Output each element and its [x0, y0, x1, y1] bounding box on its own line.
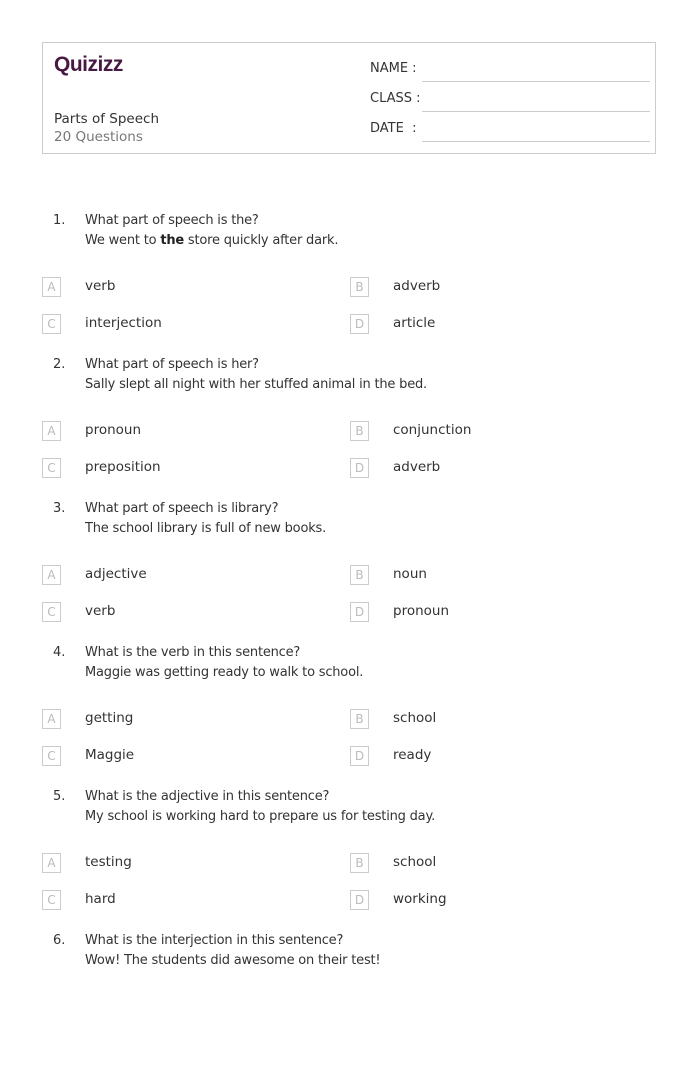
question	[0, 645, 700, 789]
option-text: verb	[85, 603, 116, 619]
option-letter-box: A	[42, 421, 61, 441]
question-prompt: What part of speech is library?	[85, 501, 279, 516]
option-text: hard	[85, 891, 116, 907]
question-prompt: What is the verb in this sentence?	[85, 645, 301, 660]
option-letter-box: B	[350, 709, 369, 729]
sentence-text: We went to	[85, 233, 161, 248]
option-text: testing	[85, 854, 132, 870]
question-sentence	[85, 665, 363, 680]
question-count: 20 Questions	[54, 129, 143, 145]
class-line[interactable]	[422, 111, 650, 112]
option-letter-box: C	[42, 458, 61, 478]
question-sentence	[85, 233, 338, 248]
option-letter-box: A	[42, 853, 61, 873]
option-text: ready	[393, 747, 432, 763]
option-text: interjection	[85, 315, 162, 331]
option-text: adjective	[85, 566, 147, 582]
option-text: getting	[85, 710, 134, 726]
question-number: 3.	[53, 501, 66, 516]
sentence-text: Sally slept all night with her stuffed animal in the bed.	[85, 377, 427, 392]
option-letter-box: C	[42, 890, 61, 910]
sentence-text: Wow! The students did awesome on their test!	[85, 953, 381, 968]
option-text: working	[393, 891, 447, 907]
option-text: adverb	[393, 278, 441, 294]
name-field[interactable]	[370, 61, 650, 81]
date-label: DATE :	[370, 121, 417, 136]
sentence-text: store quickly after dark.	[184, 233, 339, 248]
option-text: school	[393, 710, 437, 726]
date-field[interactable]	[370, 121, 650, 141]
name-line[interactable]	[422, 81, 650, 82]
question	[0, 501, 700, 645]
option-letter-box: D	[350, 746, 369, 766]
worksheet-header	[42, 42, 656, 154]
question-prompt: What is the interjection in this sentence?	[85, 933, 344, 948]
question	[0, 789, 700, 933]
option-letter-box: D	[350, 890, 369, 910]
option-letter-box: B	[350, 421, 369, 441]
question	[0, 357, 700, 501]
question-number: 4.	[53, 645, 66, 660]
name-label: NAME :	[370, 61, 417, 76]
option-text: article	[393, 315, 436, 331]
option-letter-box: D	[350, 314, 369, 334]
class-field[interactable]	[370, 91, 650, 111]
question	[0, 933, 700, 1077]
option-letter-box: D	[350, 458, 369, 478]
question-number: 1.	[53, 213, 66, 228]
option-text: conjunction	[393, 422, 472, 438]
option-text: verb	[85, 278, 116, 294]
option-letter-box: A	[42, 565, 61, 585]
question-sentence	[85, 809, 435, 824]
sentence-text: My school is working hard to prepare us for testing day.	[85, 809, 436, 824]
option-text: pronoun	[393, 603, 450, 619]
worksheet-title: Parts of Speech	[54, 111, 160, 127]
question-number: 6.	[53, 933, 66, 948]
option-text: preposition	[85, 459, 161, 475]
option-text: Maggie	[85, 747, 135, 763]
option-letter-box: A	[42, 277, 61, 297]
question-prompt: What part of speech is the?	[85, 213, 259, 228]
class-label: CLASS :	[370, 91, 421, 106]
question-sentence	[85, 377, 427, 392]
quizizz-logo: Quizizz	[54, 53, 123, 76]
option-text: noun	[393, 566, 427, 582]
option-letter-box: C	[42, 602, 61, 622]
option-letter-box: C	[42, 314, 61, 334]
option-letter-box: C	[42, 746, 61, 766]
option-letter-box: B	[350, 853, 369, 873]
option-letter-box: B	[350, 277, 369, 297]
question-number: 5.	[53, 789, 66, 804]
option-letter-box: D	[350, 602, 369, 622]
sentence-text: Maggie was getting ready to walk to school.	[85, 665, 364, 680]
question	[0, 213, 700, 357]
sentence-highlight: the	[160, 233, 184, 248]
option-letter-box: A	[42, 709, 61, 729]
question-sentence	[85, 521, 326, 536]
option-text: pronoun	[85, 422, 142, 438]
date-line[interactable]	[422, 141, 650, 142]
question-sentence	[85, 953, 380, 968]
option-letter-box: B	[350, 565, 369, 585]
sentence-text: The school library is full of new books.	[85, 521, 327, 536]
question-prompt: What part of speech is her?	[85, 357, 259, 372]
question-prompt: What is the adjective in this sentence?	[85, 789, 330, 804]
option-text: school	[393, 854, 437, 870]
question-number: 2.	[53, 357, 66, 372]
option-text: adverb	[393, 459, 441, 475]
